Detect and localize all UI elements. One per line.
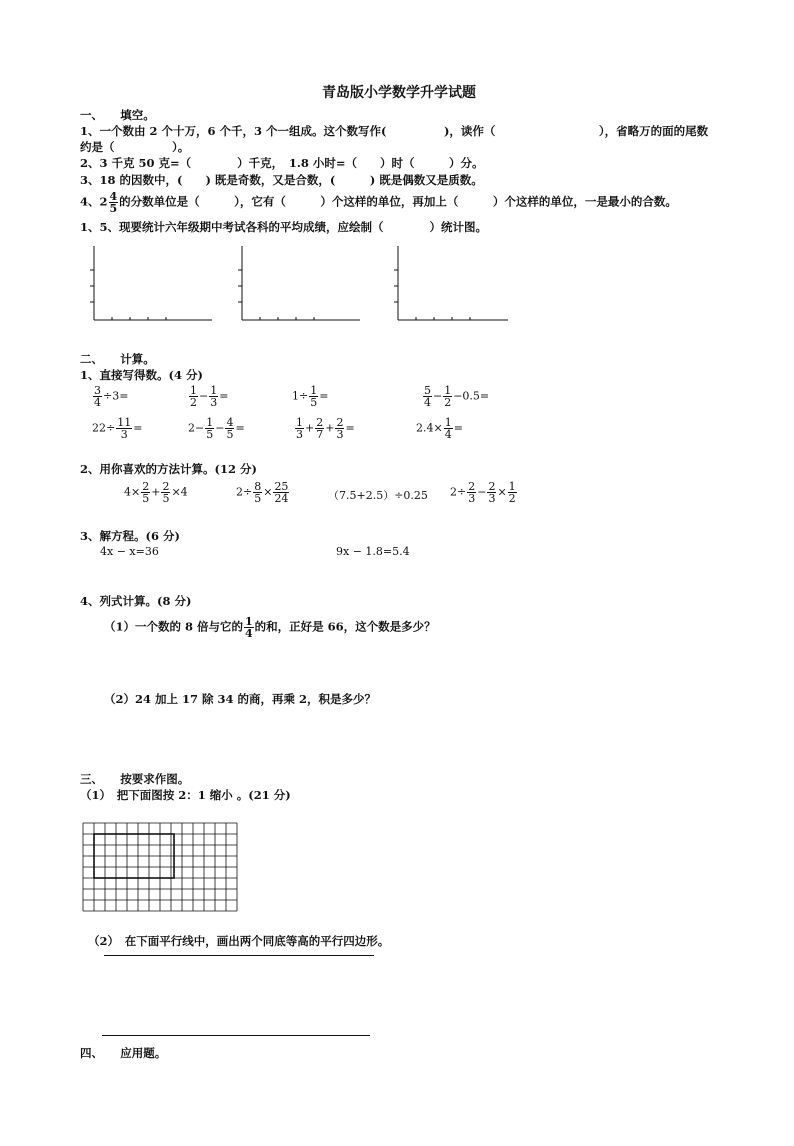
blank-chart-axes-3 xyxy=(392,244,512,326)
question-1-2: 2、3 千克 50 克=（ ）千克， 1.8 小时=（ ）时（ ）分。 xyxy=(80,156,484,170)
direct-problem-2: $\frac{1}{2}$ − $\frac{1}{3}$ = xyxy=(190,384,229,409)
direct-problem-6: 2− $\frac{1}{5}$ − $\frac{4}{5}$ = xyxy=(188,416,245,441)
direct-problem-8: 2.4× $\frac{1}{4}$ = xyxy=(416,416,463,441)
question-1-3: 3、18 的因数中，( ) 既是奇数，又是合数，( ) 既是偶数又是质数。 xyxy=(80,173,483,187)
drawing-task-2: （2） 在下面平行线中，画出两个同底等高的平行四边形。 xyxy=(88,934,390,948)
direct-problem-5: 22÷ $\frac{11}{3}$ = xyxy=(92,416,143,441)
direct-problem-7: $\frac{1}{3}$ + $\frac{2}{7}$ + $\frac{2}{3}$ = xyxy=(296,416,355,441)
part-2-1-title: 1、直接写得数。(4 分) xyxy=(80,368,203,382)
section-3-heading: 三、 按要求作图。 xyxy=(80,772,190,786)
question-1-5: 1、5、现要统计六年级期中考试各科的平均成绩，应绘制（ ）统计图。 xyxy=(80,220,487,234)
section-4-heading: 四、 应用题。 xyxy=(80,1046,167,1060)
page-title: 青岛版小学数学升学试题 xyxy=(322,85,476,101)
section-2-heading: 二、 计算。 xyxy=(80,352,155,366)
question-1-1-cont: 约是（ ）。 xyxy=(80,140,190,154)
blank-chart-axes-2 xyxy=(236,244,366,326)
calc-problem-3: （7.5+2.5）÷0.25 xyxy=(328,489,428,502)
direct-problem-1: $\frac{3}{4}$ ÷3= xyxy=(94,384,129,409)
parallel-line-top[interactable] xyxy=(104,955,374,956)
section-1-heading: 一、 填空。 xyxy=(80,108,155,122)
word-problem-1: （1）一个数的 8 倍与它的 $\frac{1}{4}$ 的和，正好是 66，这个数是多少？ xyxy=(104,615,436,640)
calc-problem-1: 4× $\frac{2}{5}$ + $\frac{2}{5}$ ×4 xyxy=(124,480,188,505)
drawing-grid[interactable] xyxy=(82,822,246,914)
question-1-1: 1、一个数由 2 个十万，6 个千，3 个一组成。这个数写作( )，读作（ ），省略万的面的尾数 xyxy=(80,124,709,138)
word-problem-2: （2）24 加上 17 除 34 的商，再乘 2，积是多少？ xyxy=(104,692,377,706)
blank-chart-axes-1 xyxy=(88,244,218,326)
calc-problem-2: 2÷ $\frac{8}{5}$ × $\frac{25}{24}$ xyxy=(236,480,289,505)
part-2-3-title: 3、解方程。(6 分) xyxy=(80,529,180,543)
equation-1: 4x − x=36 xyxy=(100,545,159,558)
part-2-4-title: 4、列式计算。(8 分) xyxy=(80,594,192,608)
question-1-4: 4、2 $\frac{4}{5}$ 的分数单位是（ ），它有（ ）个这样的单位，再加上（ ）个这样的单位，一是最小的合数。 xyxy=(80,190,677,215)
equation-2: 9x − 1.8=5.4 xyxy=(336,545,410,558)
drawing-task-1: （1） 把下面图按 2：1 缩小 。(21 分) xyxy=(80,788,291,802)
direct-problem-4: $\frac{5}{4}$ − $\frac{1}{2}$ −0.5= xyxy=(424,384,490,409)
parallel-line-bottom[interactable] xyxy=(102,1035,370,1036)
calc-problem-4: 2÷ $\frac{2}{3}$ − $\frac{2}{3}$ × $\frac{1}{2}$ xyxy=(450,480,516,505)
direct-problem-3: 1÷ $\frac{1}{5}$ = xyxy=(292,384,329,409)
part-2-2-title: 2、用你喜欢的方法计算。(12 分) xyxy=(80,462,257,476)
